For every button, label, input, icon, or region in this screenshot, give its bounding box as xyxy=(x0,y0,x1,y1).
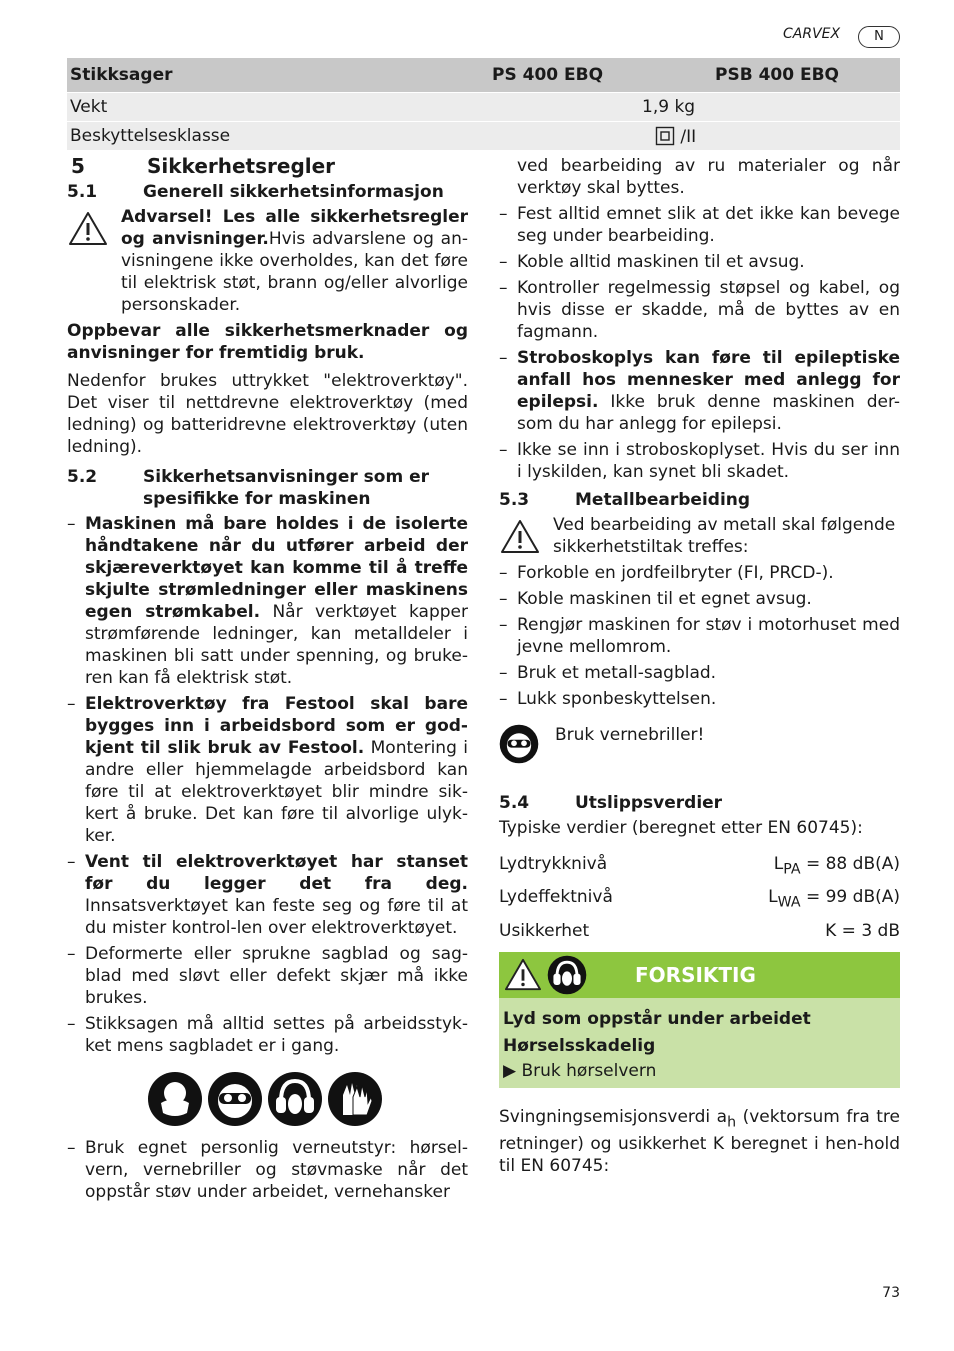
list-item: – Stikksagen må alltid settes på arbeidsstyk-ket mens sagbladet er i gang. xyxy=(67,1014,468,1056)
emission-row: Lydtrykknivå $L_{PA} = 88$ dB(A) xyxy=(499,854,900,878)
safety-goggles-icon xyxy=(499,724,539,764)
hearing-protection-icon xyxy=(547,955,587,995)
spec-row-label: Vekt xyxy=(67,93,489,122)
wear-goggles-text: Bruk vernebriller! xyxy=(555,725,705,745)
arrow-right-icon: ▶ xyxy=(503,1060,517,1081)
warning-triangle-icon xyxy=(503,957,543,993)
list-item: – Koble maskinen til et egnet avsug. xyxy=(499,589,812,609)
caution-box xyxy=(499,952,900,1088)
section-5-3-heading: 5.3 Metallbearbeiding xyxy=(499,490,751,510)
spec-row-label: Beskyttelsesklasse xyxy=(67,122,489,151)
header-brand: CARVEX xyxy=(783,26,841,42)
list-item: – Ikke se inn i stroboskoplyset. Hvis du ser inn i lyskilden, kan synet bli skadet. xyxy=(499,440,900,482)
list-item: – Bruk egnet personlig verneutstyr: hørsel-vern, vernebriller og støvmaske når det oppstår støv under arbeidet, vernehansker xyxy=(67,1138,468,1202)
list-item: – Deformerte eller sprukne sagblad og sag-blad med sløvt eller defekt skjær må ikke brukes. xyxy=(67,944,468,1008)
emission-row: Lydeffektnivå $L_{WA} = 99$ dB(A) xyxy=(499,887,900,911)
section-5-1-heading: 5.1 Generell sikkerhetsinformasjon xyxy=(67,182,444,202)
spec-row-value: /II xyxy=(680,126,697,147)
list-item: – Elektroverktøy fra Festool skal bare bygges inn i arbeidsbord som er god-kjent til slik bruk av Festool. Montering i andre eller hjemmelagde arbeidsbord kan føre til at elektroverktøyet blir mindre sik-kert å bruke. Det kan føre til alvorlige ulyk-ker. xyxy=(67,694,468,846)
list-item: – Maskinen må bare holdes i de isolerte håndtakene når du utfører arbeid der skjæreverktøyet kan komme til å treffe skjulte strømledninger eller maskinens egen strømkabel. Når verktøyet kapper strømførende ledninger, kan metalldeler i maskinen bli satt under spenning, og bruke-ren kan få elektrisk støt. xyxy=(67,514,468,688)
ppe-icons xyxy=(147,1071,468,1127)
warning-triangle-icon xyxy=(499,518,541,556)
hearing-protection-icon xyxy=(267,1071,323,1127)
list-item: – Rengjør maskinen for støv i motorhuset med jevne mellomrom. xyxy=(499,615,900,657)
warning-triangle-icon xyxy=(67,210,109,248)
caution-label: FORSIKTIG xyxy=(635,962,756,987)
protection-class-icon xyxy=(655,126,675,146)
ppe-continued: ved bearbeiding av ru materialer og når verktøy skal byttes. xyxy=(517,156,900,198)
list-item: – Fest alltid emnet slik at det ikke kan bevege seg under bearbeiding. xyxy=(499,204,900,246)
list-item: – Lukk sponbeskyttelsen. xyxy=(499,689,717,709)
language-badge: N xyxy=(858,26,900,48)
section-5-heading: 5 Sikkerhetsregler xyxy=(71,154,336,178)
list-item: – Bruk et metall-sagblad. xyxy=(499,663,717,683)
caution-line2: Hørselsskadelig xyxy=(503,1035,656,1056)
spec-head-model1: PS 400 EBQ xyxy=(489,58,712,93)
page-number: 73 xyxy=(882,1285,900,1301)
emission-row: Usikkerhet K = 3 dB xyxy=(499,920,900,941)
list-item: – Stroboskoplys kan føre til epileptiske anfall hos mennesker med anlegg for epilepsi. Ikke bruk denne maskinen der-som du har anlegg for epilepsi. xyxy=(499,348,900,434)
list-item: – Vent til elektroverktøyet har stanset før du legger det fra deg. Innsatsverktøyet kan feste seg og føre til at du mister kontrol-len over elektroverktøyet. xyxy=(67,852,468,938)
power-tool-definition: Nedenfor brukes uttrykket "elektroverktøy". Det viser til nettdrevne elektroverktøy (med ledning) og batteridrevne elektroverktøy (uten ledning). xyxy=(67,371,468,457)
general-warning-bold: Advarsel! Les alle sikkerhetsregler og anvisninger. xyxy=(121,207,468,249)
list-item: – Forkoble en jordfeilbryter (FI, PRCD-). xyxy=(499,563,834,583)
safety-gloves-icon xyxy=(327,1071,383,1127)
caution-line1: Lyd som oppstår under arbeidet xyxy=(503,1008,811,1029)
spec-table xyxy=(67,58,900,150)
section-5-4-heading: 5.4 Utslippsverdier xyxy=(499,793,723,813)
vibration-text: Svingningsemisjonsverdi $a_h$ (vektorsum fra tre retninger) og usikkerhet K beregnet i hen-hold til EN 60745: xyxy=(499,1106,900,1177)
left-column xyxy=(67,155,468,1207)
dust-mask-icon xyxy=(147,1071,203,1127)
right-column xyxy=(499,155,900,1177)
metal-intro: Ved bearbeiding av metall skal følgende sikkerhetstiltak treffes: xyxy=(553,515,896,557)
safety-goggles-icon xyxy=(207,1071,263,1127)
section-5-2-heading: 5.2 Sikkerhetsanvisninger som er spesifikke for maskinen xyxy=(67,467,429,509)
keep-instructions: Oppbevar alle sikkerhetsmerknader og anvisninger for fremtidig bruk. xyxy=(67,321,468,363)
spec-row-value: 1,9 kg xyxy=(489,93,900,122)
spec-head-name: Stikksager xyxy=(67,58,489,93)
emission-intro: Typiske verdier (beregnet etter EN 60745): xyxy=(499,818,863,838)
spec-head-model2: PSB 400 EBQ xyxy=(712,58,900,93)
caution-action: Bruk hørselvern xyxy=(521,1060,657,1081)
general-warning-text: Hvis advarslene og an-visningene ikke overholdes, kan det føre til elektrisk støt, brann og/eller alvorlige personskader. xyxy=(121,229,468,315)
list-item: – Kontroller regelmessig støpsel og kabel, og hvis disse er skadde, må de byttes av en fagmann. xyxy=(499,278,900,342)
list-item: – Koble alltid maskinen til et avsug. xyxy=(499,252,805,272)
